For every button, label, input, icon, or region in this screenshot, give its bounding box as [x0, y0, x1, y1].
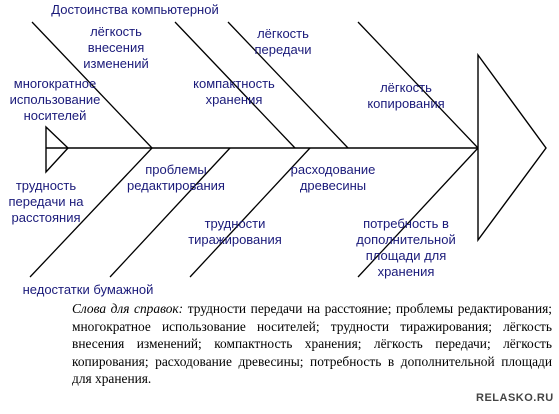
- top-label-2: многократное использование носителей: [9, 76, 101, 123]
- fishbone-head: [478, 55, 546, 240]
- reference-words-title: Слова для справок:: [72, 301, 184, 316]
- fishbone-tail: [46, 127, 68, 172]
- bottom-label-2: проблемы редактирования: [127, 162, 225, 193]
- bottom-label-3: трудности тиражирования: [188, 216, 282, 247]
- top-label-1: лёгкость внесения изменений: [83, 24, 149, 71]
- watermark: RELASKO.RU: [476, 392, 554, 404]
- top-label-3: компактность хранения: [193, 76, 275, 107]
- reference-words: [72, 300, 552, 388]
- bottom-label-4: расходование древесины: [290, 162, 376, 193]
- top-label-5: лёгкость копирования: [367, 80, 445, 111]
- bottom-label-5: потребность в дополнительной площади для хранения: [356, 216, 456, 279]
- bottom-label-1: трудность передачи на расстояния: [8, 178, 84, 225]
- diagram-title: Достоинства компьютерной: [51, 2, 219, 17]
- bottom-title: недостатки бумажной: [22, 282, 154, 297]
- reference-words-text: трудности передачи на расстояние; проблемы редактирования; многократное использование носителей; трудности тиражирования; лёгкость внесения изменений; компактность хранения; лёгкость передачи; лёгкость копирования; расходование древесины; потребность в дополнительной площади для хранения.: [72, 301, 552, 386]
- top-label-4: лёгкость передачи: [254, 26, 312, 57]
